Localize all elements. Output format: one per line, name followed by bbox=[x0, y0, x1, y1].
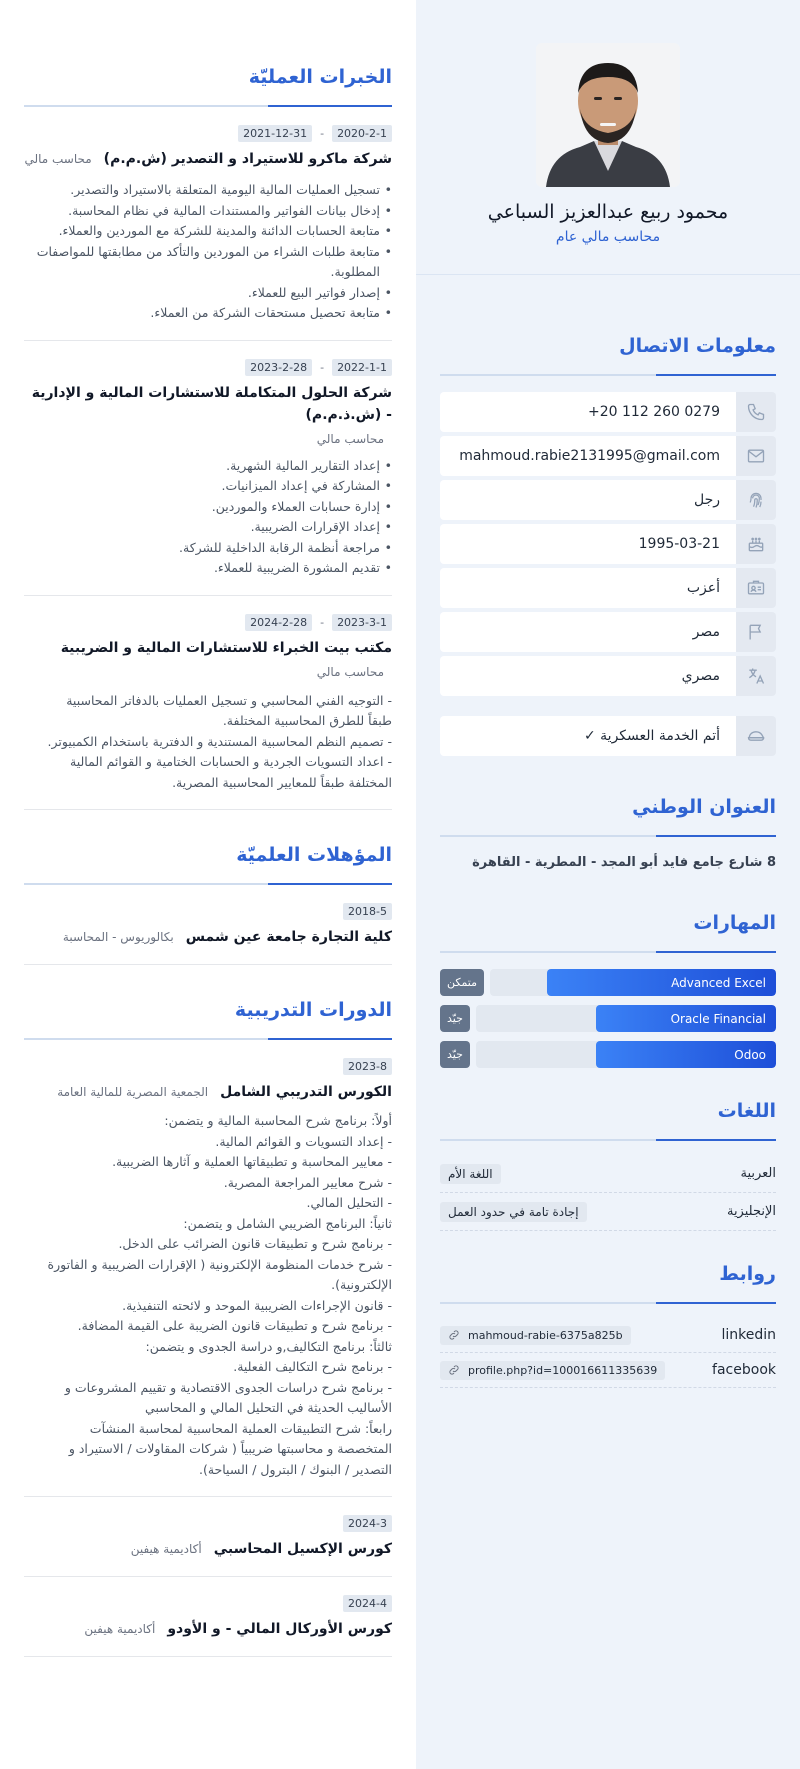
duty-item: • المشاركة في إعداد الميزانيات. bbox=[24, 476, 392, 497]
course-provider: أكاديمية هيفين bbox=[84, 1622, 156, 1636]
description-line: أولاً: برنامج شرح المحاسبة المالية و يتضمن: bbox=[164, 1113, 392, 1128]
skill-level-badge: متمكن bbox=[440, 969, 484, 996]
description-line: الأساليب الحديثة في التحليل المالي و المحاسبي bbox=[145, 1400, 392, 1415]
link-name: linkedin bbox=[721, 1327, 776, 1343]
duties-list bbox=[24, 456, 392, 579]
fingerprint-icon bbox=[736, 480, 776, 520]
skill-bar bbox=[476, 1041, 776, 1068]
description-line: - التوجيه الفني المحاسبي و تسجيل العمليات بالدفاتر المحاسبية bbox=[66, 692, 392, 708]
links-section bbox=[416, 1263, 800, 1388]
course-item bbox=[24, 1497, 392, 1577]
description-line: المتخصصة و محاسبتها ضريبياً ( شركات المقاولات / الاستيراد و bbox=[68, 1441, 392, 1456]
language-name: العربية bbox=[740, 1166, 776, 1181]
facebook-link[interactable] bbox=[440, 1361, 665, 1380]
company-name: شركة الحلول المتكاملة للاستشارات المالية و الإدارية - (ش.ذ.م.م) bbox=[31, 384, 392, 423]
marital-status-value: أعزب bbox=[440, 568, 736, 608]
skill-bar bbox=[476, 1005, 776, 1032]
contact-birthdate bbox=[440, 524, 776, 564]
duty-item: • متابعة تحصيل مستحقات الشركة من العملاء. bbox=[24, 303, 392, 324]
experience-heading: الخبرات العمليّة bbox=[248, 66, 392, 88]
languages-section bbox=[416, 1100, 800, 1231]
end-date: 2024-2-28 bbox=[245, 614, 312, 631]
flag-icon bbox=[736, 612, 776, 652]
course-name: الكورس التدريبي الشامل bbox=[220, 1084, 392, 1100]
language-level: اللغة الأم bbox=[440, 1164, 501, 1184]
section-divider bbox=[440, 835, 776, 837]
description-line: - برنامج شرح دراسات الجدوى الاقتصادية و تقييم المشروعات و bbox=[64, 1379, 392, 1395]
course-provider: الجمعية المصرية للمالية العامة bbox=[57, 1085, 209, 1099]
job-role: محاسب مالي bbox=[316, 431, 384, 446]
course-date: 2024-4 bbox=[343, 1595, 392, 1612]
description-line: التصدير / البنوك / البترول / السياحة). bbox=[198, 1461, 392, 1477]
languages-heading: اللغات bbox=[717, 1100, 776, 1122]
link-name: facebook bbox=[712, 1362, 776, 1378]
description-line: - إعداد التسويات و القوائم المالية. bbox=[215, 1133, 392, 1149]
education-heading: المؤهلات العلميّة bbox=[236, 844, 392, 866]
skill-fill bbox=[596, 1041, 776, 1068]
end-date: 2021-12-31 bbox=[238, 125, 312, 142]
date-separator: - bbox=[320, 360, 325, 374]
course-date: 2023-8 bbox=[343, 1058, 392, 1075]
duty-item: • تسجيل العمليات المالية اليومية المتعلقة بالاستيراد والتصدير. bbox=[24, 180, 392, 201]
date-range bbox=[24, 1595, 392, 1612]
job-role: محاسب مالي bbox=[316, 664, 384, 679]
experience-item bbox=[24, 596, 392, 811]
contact-section bbox=[416, 335, 800, 756]
item-header bbox=[24, 926, 392, 948]
phone-value[interactable]: +20 112 260 0279 bbox=[440, 392, 736, 432]
duty-item: • متابعة طلبات الشراء من الموردين والتأكد من مطابقتها للمواصفات المطلوبة. bbox=[24, 242, 392, 283]
date-range bbox=[24, 903, 392, 920]
link-icon bbox=[448, 1329, 460, 1341]
item-header bbox=[24, 637, 392, 659]
translate-icon bbox=[736, 656, 776, 696]
description-line: ثالثاً: برنامج التكاليف,و دراسة الجدوى و يتضمن: bbox=[145, 1338, 392, 1354]
phone-icon bbox=[736, 392, 776, 432]
job-role: محاسب مالي bbox=[24, 152, 92, 166]
address-value: 8 شارع جامع فايد أبو المجد - المطرية - القاهرة bbox=[472, 855, 776, 870]
description-line: - برنامج شرح و تطبيقات قانون الضرائب على الدخل. bbox=[118, 1236, 392, 1251]
description-line: - اعداد التسويات الجردية و الحسابات الختامية و القوائم المالية bbox=[70, 754, 392, 769]
skills-list bbox=[440, 969, 776, 1068]
item-header bbox=[24, 382, 392, 426]
duty-item: • إدخال بيانات الفواتير والمستندات المالية في نظام المحاسبة. bbox=[24, 201, 392, 222]
date-range bbox=[24, 359, 392, 376]
date-separator: - bbox=[320, 127, 325, 140]
address-heading: العنوان الوطني bbox=[632, 796, 776, 818]
skill-level-badge: جيّد bbox=[440, 1041, 470, 1068]
duty-item: • إعداد الإقرارات الضريبية. bbox=[24, 517, 392, 538]
language-name: الإنجليزية bbox=[726, 1204, 776, 1219]
section-divider bbox=[440, 374, 776, 376]
military-cap-icon bbox=[736, 716, 776, 756]
end-date: 2023-2-28 bbox=[245, 359, 312, 376]
description-line: ثانياً: البرنامج الضريبي الشامل و يتضمن: bbox=[183, 1215, 392, 1231]
degree: بكالوريوس - المحاسبة bbox=[62, 930, 174, 944]
duty-item: • تقديم المشورة الضريبية للعملاء. bbox=[24, 558, 392, 579]
description-line: - شرح معايير المراجعة المصرية. bbox=[223, 1174, 392, 1190]
start-date: 2020-2-1 bbox=[332, 125, 392, 142]
main-content bbox=[24, 0, 392, 1657]
duty-item: • إصدار فواتير البيع للعملاء. bbox=[24, 283, 392, 304]
profile-title: محاسب مالي عام bbox=[555, 229, 661, 245]
company-name: مكتب بيت الخبراء للاستشارات المالية و الضريبية bbox=[60, 639, 392, 656]
skill-fill bbox=[596, 1005, 776, 1032]
contact-country bbox=[440, 612, 776, 652]
course-item bbox=[24, 1577, 392, 1657]
experience-item bbox=[24, 107, 392, 341]
contact-military-service bbox=[440, 716, 776, 756]
description-line: المختلفة طبقاً للمعايير المحاسبية المصرية. bbox=[172, 774, 392, 790]
education-section bbox=[24, 844, 392, 965]
email-value[interactable]: mahmoud.rabie2131995@gmail.com bbox=[440, 436, 736, 476]
item-header bbox=[24, 1538, 392, 1560]
duties-list bbox=[24, 180, 392, 324]
country-value: مصر bbox=[440, 612, 736, 652]
link-value: mahmoud-rabie-6375a825b bbox=[468, 1328, 623, 1342]
sidebar bbox=[416, 0, 800, 1769]
section-divider bbox=[24, 883, 392, 885]
cake-icon bbox=[736, 524, 776, 564]
course-name: كورس الإكسيل المحاسبي bbox=[213, 1541, 392, 1557]
address-section bbox=[416, 796, 800, 870]
profile-header bbox=[416, 0, 800, 275]
section-divider bbox=[24, 1038, 392, 1040]
description-line: - برنامج شرح التكاليف الفعلية. bbox=[233, 1359, 392, 1374]
profile-name: محمود ربيع عبدالعزيز السباعي bbox=[487, 201, 729, 223]
contact-gender bbox=[440, 480, 776, 520]
course-item bbox=[24, 1040, 392, 1497]
skills-heading: المهارات bbox=[693, 912, 776, 934]
course-description bbox=[24, 1111, 392, 1480]
section-divider bbox=[440, 951, 776, 953]
skill-fill bbox=[547, 969, 776, 996]
link-item-linkedin bbox=[440, 1318, 776, 1353]
date-range bbox=[24, 1058, 392, 1075]
links-list bbox=[440, 1318, 776, 1388]
experience-item bbox=[24, 341, 392, 596]
section-divider bbox=[440, 1302, 776, 1304]
graduation-date: 2018-5 bbox=[343, 903, 392, 920]
skill-item bbox=[440, 1005, 776, 1032]
duty-item: • إدارة حسابات العملاء والموردين. bbox=[24, 497, 392, 518]
skill-name: Advanced Excel bbox=[671, 975, 766, 990]
description-line: رابعاً: شرح التطبيقات العملية المحاسبية لمحاسبة المنشآت bbox=[89, 1420, 392, 1436]
description-line: الإلكترونية). bbox=[331, 1277, 392, 1292]
description-line: - قانون الإجراءات الضريبية الموحد و لائحته التنفيذية. bbox=[122, 1297, 392, 1313]
course-date: 2024-3 bbox=[343, 1515, 392, 1532]
date-separator: - bbox=[320, 615, 325, 629]
skills-section bbox=[416, 912, 800, 1068]
course-name: كورس الأوركال المالي - و الأودو bbox=[167, 1621, 392, 1637]
linkedin-link[interactable] bbox=[440, 1326, 631, 1345]
courses-heading: الدورات التدريبية bbox=[234, 999, 392, 1021]
section-divider bbox=[440, 1139, 776, 1141]
language-item bbox=[440, 1193, 776, 1231]
institution-name: كلية التجارة جامعة عين شمس bbox=[185, 929, 392, 945]
experience-section bbox=[24, 66, 392, 810]
duty-item: • مراجعة أنظمة الرقابة الداخلية للشركة. bbox=[24, 538, 392, 559]
duty-item: • إعداد التقارير المالية الشهرية. bbox=[24, 456, 392, 477]
item-header bbox=[24, 1081, 392, 1103]
courses-section bbox=[24, 999, 392, 1657]
description-line: طبقاً للطرق المحاسبية المختلفة. bbox=[222, 713, 392, 728]
item-header bbox=[24, 148, 392, 170]
contact-phone bbox=[440, 392, 776, 432]
duty-item: • متابعة الحسابات الدائنة والمدينة للشركة مع الموردين والعملاء. bbox=[24, 221, 392, 242]
section-divider bbox=[24, 105, 392, 107]
date-range bbox=[24, 125, 392, 142]
description bbox=[24, 691, 392, 794]
description-line: - تصميم النظم المحاسبية المستندية و الدفترية باستخدام الكمبيوتر. bbox=[47, 733, 392, 749]
contact-email bbox=[440, 436, 776, 476]
links-heading: روابط bbox=[719, 1263, 776, 1285]
id-card-icon bbox=[736, 568, 776, 608]
course-provider: أكاديمية هيفين bbox=[130, 1542, 202, 1556]
skill-name: Oracle Financial bbox=[670, 1011, 766, 1026]
description-line: - شرح خدمات المنظومة الإلكترونية ( الإقرارات الضريبية و الفاتورة bbox=[47, 1256, 392, 1272]
date-range bbox=[24, 1515, 392, 1532]
language-item bbox=[440, 1155, 776, 1193]
contact-heading: معلومات الاتصال bbox=[619, 335, 776, 357]
skill-item bbox=[440, 1041, 776, 1068]
gender-value: رجل bbox=[440, 480, 736, 520]
education-item bbox=[24, 885, 392, 965]
link-item-facebook bbox=[440, 1353, 776, 1388]
start-date: 2022-1-1 bbox=[332, 359, 392, 376]
military-value: أتم الخدمة العسكرية ✓ bbox=[440, 716, 736, 756]
contact-marital-status bbox=[440, 568, 776, 608]
link-icon bbox=[448, 1364, 460, 1376]
skill-bar bbox=[490, 969, 776, 996]
start-date: 2023-3-1 bbox=[332, 614, 392, 631]
item-header bbox=[24, 1618, 392, 1640]
birthdate-value: 1995-03-21 bbox=[440, 524, 736, 564]
contact-nationality bbox=[440, 656, 776, 696]
language-level: إجادة تامة في حدود العمل bbox=[440, 1202, 587, 1222]
languages-list bbox=[440, 1155, 776, 1231]
skill-name: Odoo bbox=[734, 1047, 766, 1062]
skill-level-badge: جيّد bbox=[440, 1005, 470, 1032]
description-line: - معايير المحاسبة و تطبيقاتها العملية و آثارها الضريبية. bbox=[112, 1154, 392, 1169]
profile-photo bbox=[536, 43, 680, 187]
mail-icon bbox=[736, 436, 776, 476]
contact-list bbox=[440, 392, 776, 756]
description-line: - برنامج شرح و تطبيقات قانون الضريبة على القيمة المضافة. bbox=[77, 1318, 392, 1333]
link-value: profile.php?id=100016611335639 bbox=[468, 1363, 658, 1377]
company-name: شركة ماكرو للاستيراد و التصدير (ش.م.م) bbox=[103, 151, 392, 167]
description-line: - التحليل المالي. bbox=[306, 1195, 392, 1210]
date-range bbox=[24, 614, 392, 631]
nationality-value: مصري bbox=[440, 656, 736, 696]
skill-item bbox=[440, 969, 776, 996]
